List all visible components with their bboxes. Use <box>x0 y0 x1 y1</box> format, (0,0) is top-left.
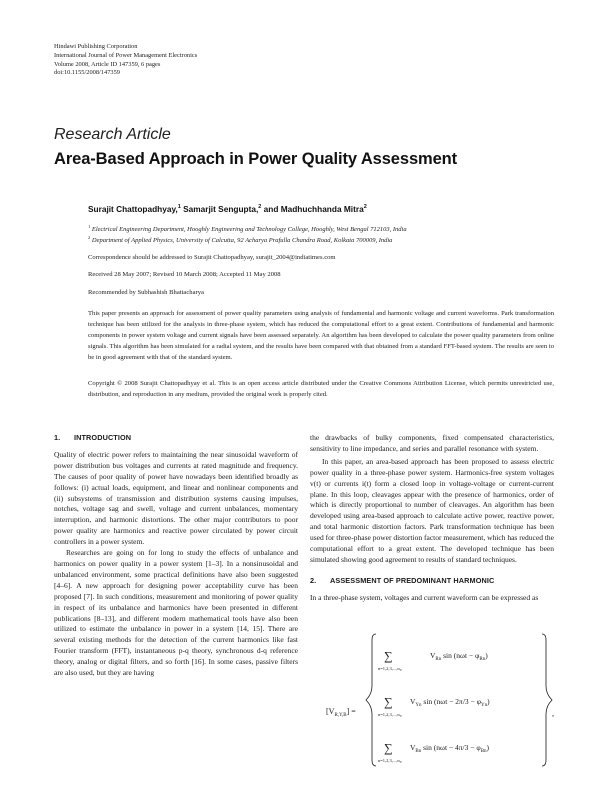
sum-2-limits: $n=1,2,3,...,n_V$ <box>378 712 403 718</box>
intro-paragraph-4: In this paper, an area-based approach has been proposed to assess electric power quality in a three-phase power system. Harmonics-free system voltages v(t) or currents i(t) form a closed loop in voltage-voltage or current-current plane. In this loop, cleavages appear with the presence of harmonics, order of which is directly proportional to number of cleavages. An algorithm has been developed using area-based approach to calculate active power, reactive power, and total harmonic distortion factors. Park transformation technique has been used for three-phase power distortion factor measurement, which has reduced the computational effort to a great extent. The developed technique has been simulated showing good agreement to results of standard techniques. <box>310 456 554 564</box>
section-1-title: INTRODUCTION <box>74 433 132 442</box>
copyright-notice: Copyright © 2008 Surajit Chattopadhyay et al. This is an open access article distributed under the Creative Commons Attribution License, which permits unrestricted use, distribution, and reproduction in any medium, provided the original work is properly cited. <box>88 380 554 398</box>
intro-paragraph-2: Researches are going on for long to study the effects of unbalance and harmonics on power quality in a power system [1–3]. In a nonsinusoidal and unbalanced environment, some practical definitions have also been suggested [4–6]. A new approach for designing power acceptability curve has been proposed [7]. In such conditions, measurement and monitoring of power quality in respect of its unbalance and harmonics have been presented in different publications [8–13], and different modern mathematical tools have also been utilized to estimate the unbalance in power in a system [14, 15]. There are several existing methods for the detection of the current harmonics like fast Fourier transform (FFT), instantaneous p-q theory, synchronous d-q reference theory, analog or digital filters, and so forth [16]. In some cases, passive filters are also used, but they are having <box>54 548 298 678</box>
author-list <box>88 204 367 214</box>
author-3: and Madhuchhanda Mitra <box>263 204 364 214</box>
eq-row-1: $V_{Rn}$ $\sin (n\omega t - \varphi_{Rn})$ <box>430 651 488 662</box>
author-1: Surajit Chattopadhyay, <box>88 204 178 214</box>
left-brace <box>366 634 376 766</box>
intro-paragraph-3: the drawbacks of bulky components, fixed compensated characteristics, sensitivity to line impedance, and series and parallel resonance with system. <box>310 433 554 453</box>
sum-1: ∑ <box>384 649 393 663</box>
page-title: Area-Based Approach in Power Quality Assessment <box>54 150 458 168</box>
author-2-affil: 2 <box>258 204 262 211</box>
article-type: Research Article <box>54 126 171 143</box>
eq-trailing: , <box>552 709 554 718</box>
affiliation-1-sup: 1 <box>88 224 91 229</box>
sum-1-limits: $n=1,2,3,...,n_V$ <box>378 666 403 672</box>
author-1-affil: 1 <box>177 204 181 211</box>
section-2-number: 2. <box>310 575 317 585</box>
affiliation-2 <box>88 235 392 244</box>
right-column <box>310 433 554 604</box>
journal-header <box>54 43 197 78</box>
publisher-name: Hindawi Publishing Corporation <box>54 43 138 50</box>
section-1-heading <box>54 433 298 444</box>
eq-row-2: $V_{Yn}$ $\sin (n\omega t - 2\pi/3 - \varphi_{Yn})$ <box>410 697 490 708</box>
abstract: This paper presents an approach for assessment of power quality parameters using analysis of fundamental and harmonic voltage and current waveforms. Park transformation technique has been utilized for the analysis in three-phase system, which has reduced the computational effort to a great extent. Contributions of fundamental and harmonic components in power system voltage and current signals have been assessed separately. An algorithm has been developed to calculate the power quality parameters from online signals. This algorithm has been simulated for a radial system, and the results have been compared with that obtained from a standard FFT-based system. The results are seen to be in good agreement with that of the standard system. <box>88 310 554 361</box>
intro-paragraph-1: Quality of electric power refers to maintaining the near sinusoidal waveform of power distribution bus voltages and currents at rated magnitude and frequency. The causes of poor quality of power have nowadays been identified broadly as follows: (i) actual loads, equipment, and linear and nonlinear components and (ii) subsystems of transmission and distribution systems causing impulses, notches, voltage sag and swell, voltage and current unbalances, momentary interruption, and harmonic distortions. The other major contributors to poor power quality are harmonics and reactive power circulated by power circuit controllers in a power system. <box>54 449 298 547</box>
eq-row-3: $V_{Bn}$ $\sin (n\omega t - 4\pi/3 - \varphi_{Bn})$ <box>410 743 490 754</box>
recommended-by: Recommended by Subhashish Bhattacharya <box>88 289 204 296</box>
affiliation-2-sup: 2 <box>88 235 91 240</box>
right-brace <box>542 634 552 766</box>
doi[interactable]: doi:10.1155/2008/147359 <box>54 69 120 77</box>
author-3-affil: 2 <box>363 204 367 211</box>
journal-name: International Journal of Power Management Electronics <box>54 51 198 59</box>
volume-line: Volume 2008, Article ID 147359, 6 pages <box>54 60 161 68</box>
affiliation-1-text: Electrical Engineering Department, Hooghly Engineering and Technology College, Hooghly, West Bengal 712103, India <box>91 226 407 234</box>
author-2: Samarjit Sengupta, <box>183 204 259 214</box>
correspondence: Correspondence should be addressed to Surajit Chattopadhyay, surajit_2004@indiatimes.com <box>88 254 336 261</box>
section-2-paragraph-1: In a three-phase system, voltages and current waveform can be expressed as <box>310 592 539 602</box>
equation-1 <box>310 620 560 780</box>
article-dates: Received 28 May 2007; Revised 10 March 2008; Accepted 11 May 2008 <box>88 271 281 278</box>
section-2-title: ASSESSMENT OF PREDOMINANT HARMONIC <box>330 575 495 585</box>
sum-2: ∑ <box>384 695 393 709</box>
section-1-number: 1. <box>54 433 61 442</box>
affiliation-2-text: Department of Applied Physics, University of Calcutta, 92 Acharya Prafulla Chandra Road, Kolkata 700009, India <box>91 237 393 245</box>
sum-3: ∑ <box>384 741 393 755</box>
sum-3-limits: $n=1,2,3,...,n_V$ <box>378 758 403 764</box>
affiliation-1 <box>88 224 407 233</box>
left-column <box>54 433 298 679</box>
eq-lhs: $[V_{R,Y,B}]$ = <box>326 707 356 718</box>
section-2-heading <box>310 576 554 587</box>
